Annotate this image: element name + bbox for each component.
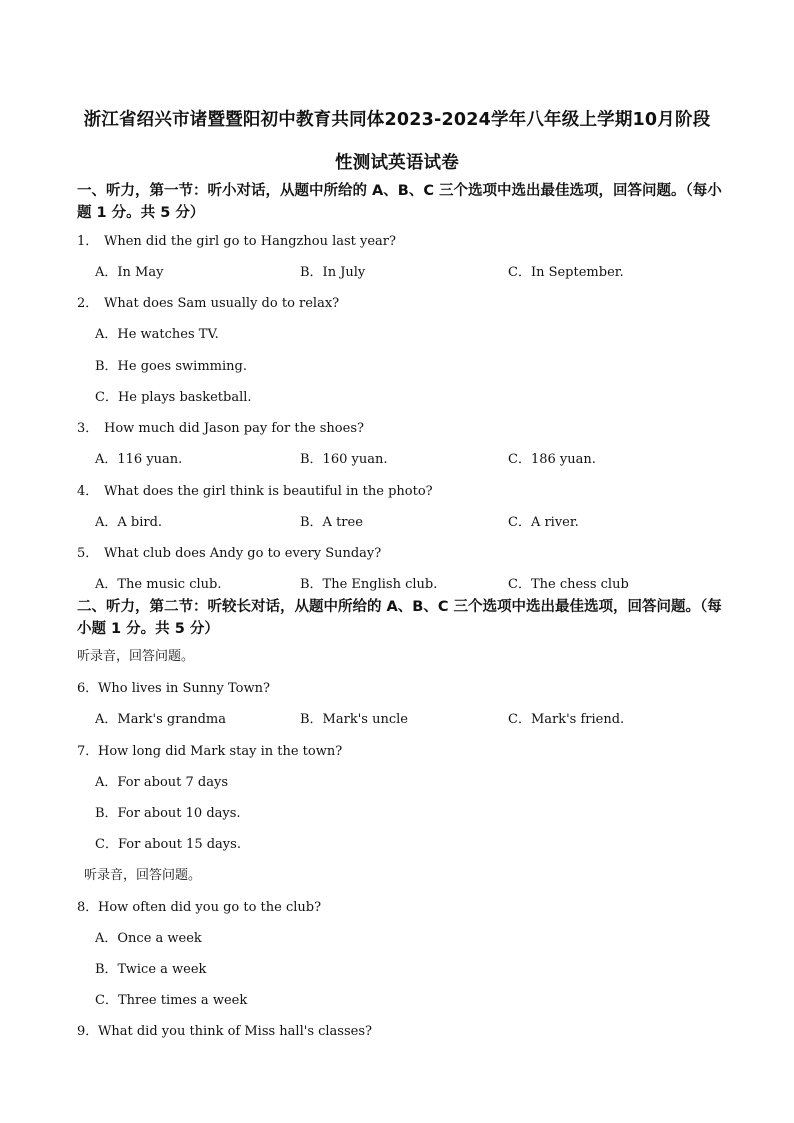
- question-text: How much did Jason pay for the shoes?: [104, 421, 364, 436]
- question-number: 7．: [77, 744, 99, 759]
- question-6: [77, 677, 270, 696]
- question-7: [77, 740, 342, 759]
- question-number: 4．: [77, 484, 99, 499]
- question-5: [77, 542, 381, 561]
- option-a[interactable]: A．Once a week: [95, 931, 202, 946]
- document-title-line-1: 浙江省绍兴市诸暨暨阳初中教育共同体2023-2024学年八年级上学期10月阶段: [83, 110, 711, 130]
- question-text: When did the girl go to Hangzhou last year?: [104, 234, 396, 249]
- option-c[interactable]: C．Mark's friend.: [508, 712, 625, 727]
- question-text: What did you think of Miss hall's classes?: [98, 1024, 372, 1039]
- option-c[interactable]: C．186 yuan.: [508, 452, 596, 467]
- question-1: [77, 230, 396, 249]
- option-b[interactable]: B．In July: [300, 265, 366, 280]
- option-b[interactable]: B．The English club.: [300, 577, 438, 592]
- question-text: What does Sam usually do to relax?: [104, 296, 340, 311]
- option-c[interactable]: C．The chess club: [508, 577, 629, 592]
- option-a[interactable]: A．Mark's grandma: [95, 712, 226, 727]
- question-text: Who lives in Sunny Town?: [98, 681, 270, 696]
- option-b[interactable]: B．For about 10 days.: [95, 806, 241, 821]
- option-b[interactable]: B．Mark's uncle: [300, 712, 408, 727]
- question-number: 8．: [77, 900, 99, 915]
- question-text: How often did you go to the club?: [98, 900, 322, 915]
- question-text: How long did Mark stay in the town?: [98, 744, 343, 759]
- option-c[interactable]: C．In September.: [508, 265, 624, 280]
- question-3: [77, 417, 364, 436]
- question-text: What does the girl think is beautiful in the photo?: [104, 484, 433, 499]
- question-number: 9．: [77, 1024, 99, 1039]
- question-number: 1．: [77, 234, 99, 249]
- question-2: [77, 292, 339, 311]
- question-8: [77, 896, 321, 915]
- option-a[interactable]: A．The music club.: [95, 577, 222, 592]
- option-b[interactable]: B．A tree: [300, 515, 363, 530]
- listening-instruction: 听录音，回答问题。: [77, 649, 195, 664]
- option-a[interactable]: A．A bird.: [95, 515, 163, 530]
- question-4: [77, 480, 433, 499]
- option-a[interactable]: A．In May: [95, 265, 164, 280]
- question-number: 3．: [77, 421, 99, 436]
- section-1-heading: 一、听力，第一节：听小对话，从题中所给的 A、B、C 三个选项中选出最佳选项，回答问题。（每小题 1 分。共 5 分）: [77, 183, 722, 221]
- document-title-line-2: 性测试英语试卷: [335, 153, 459, 173]
- question-9: [77, 1020, 372, 1039]
- listening-instruction: 听录音，回答问题。: [84, 868, 202, 883]
- section-2-heading: 二、听力，第二节：听较长对话，从题中所给的 A、B、C 三个选项中选出最佳选项，回答问题。（每小题 1 分。共 5 分）: [77, 599, 722, 637]
- option-b[interactable]: B．Twice a week: [95, 962, 207, 977]
- question-number: 2．: [77, 296, 99, 311]
- option-c[interactable]: C．He plays basketball.: [95, 390, 252, 405]
- option-c[interactable]: C．A river.: [508, 515, 579, 530]
- option-a[interactable]: A．He watches TV.: [95, 327, 219, 342]
- option-c[interactable]: C．Three times a week: [95, 993, 248, 1008]
- option-b[interactable]: B．160 yuan.: [300, 452, 388, 467]
- option-a[interactable]: A．116 yuan.: [95, 452, 183, 467]
- question-number: 6．: [77, 681, 99, 696]
- question-text: What club does Andy go to every Sunday?: [104, 546, 382, 561]
- question-number: 5．: [77, 546, 99, 561]
- option-c[interactable]: C．For about 15 days.: [95, 837, 241, 852]
- option-b[interactable]: B．He goes swimming.: [95, 359, 247, 374]
- option-a[interactable]: A．For about 7 days: [95, 775, 228, 790]
